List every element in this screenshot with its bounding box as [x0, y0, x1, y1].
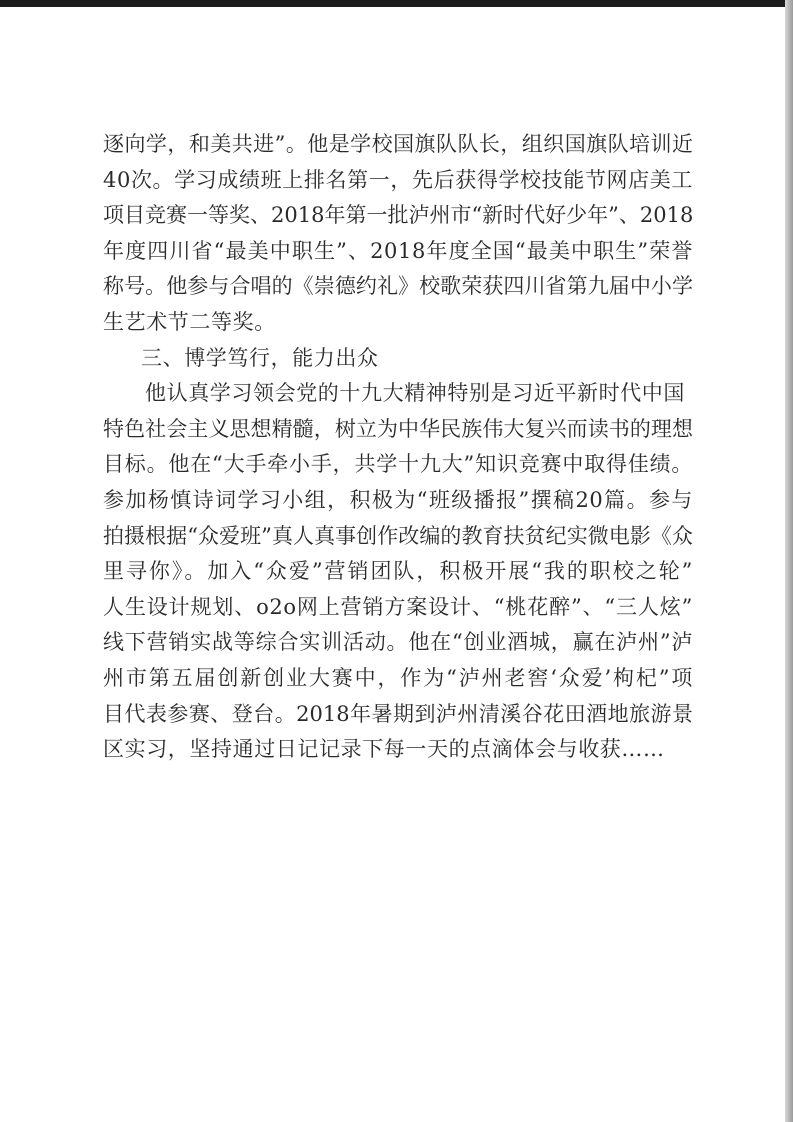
scan-top-edge	[0, 0, 793, 7]
text-line: 线下营销实战等综合实训活动。他在“创业酒城，赢在泸州”泸	[103, 630, 693, 655]
text-line: 特色社会主义思想精髓，树立为中华民族伟大复兴而读书的理想	[103, 416, 693, 441]
text-line: 称号。他参与合唱的《崇德约礼》校歌荣获四川省第九届中小学	[103, 274, 693, 299]
document-body	[103, 127, 693, 768]
text-line: 目代表参赛、登台。2018年暑期到泸州清溪谷花田酒地旅游景	[103, 701, 693, 726]
scan-right-edge	[785, 0, 793, 1122]
text-line: 40次。学习成绩班上排名第一，先后获得学校技能节网店美工	[103, 167, 693, 192]
text-line: 年度四川省“最美中职生”、2018年度全国“最美中职生”荣誉	[103, 238, 693, 263]
paragraph-first-line: 他认真学习领会党的十九大精神特别是习近平新时代中国	[145, 381, 685, 406]
text-line: 人生设计规划、o2o网上营销方案设计、“桃花醉”、“三人炫”	[103, 594, 693, 619]
text-line: 逐向学，和美共进”。他是学校国旗队队长，组织国旗队培训近	[103, 132, 693, 156]
text-line: 拍摄根据“众爱班”真人真事创作改编的教育扶贫纪实微电影《众	[103, 523, 693, 548]
text-line: 区实习，坚持通过日记记录下每一天的点滴体会与收获……	[103, 737, 665, 762]
section-heading: 三、博学笃行，能力出众	[141, 345, 379, 370]
text-line: 州市第五届创新创业大赛中，作为“泸州老窖‘众爱’枸杞”项	[103, 665, 693, 690]
text-line: 生艺术节二等奖。	[103, 309, 276, 334]
text-line: 目标。他在“大手牵小手，共学十九大”知识竞赛中取得佳绩。	[103, 452, 693, 477]
text-line: 项目竞赛一等奖、2018年第一批泸州市“新时代好少年”、2018	[103, 203, 694, 228]
text-line: 参加杨慎诗词学习小组，积极为“班级播报”撰稿20篇。参与	[103, 487, 693, 512]
text-line: 里寻你》。加入“众爱”营销团队，积极开展“我的职校之轮”	[103, 559, 693, 584]
